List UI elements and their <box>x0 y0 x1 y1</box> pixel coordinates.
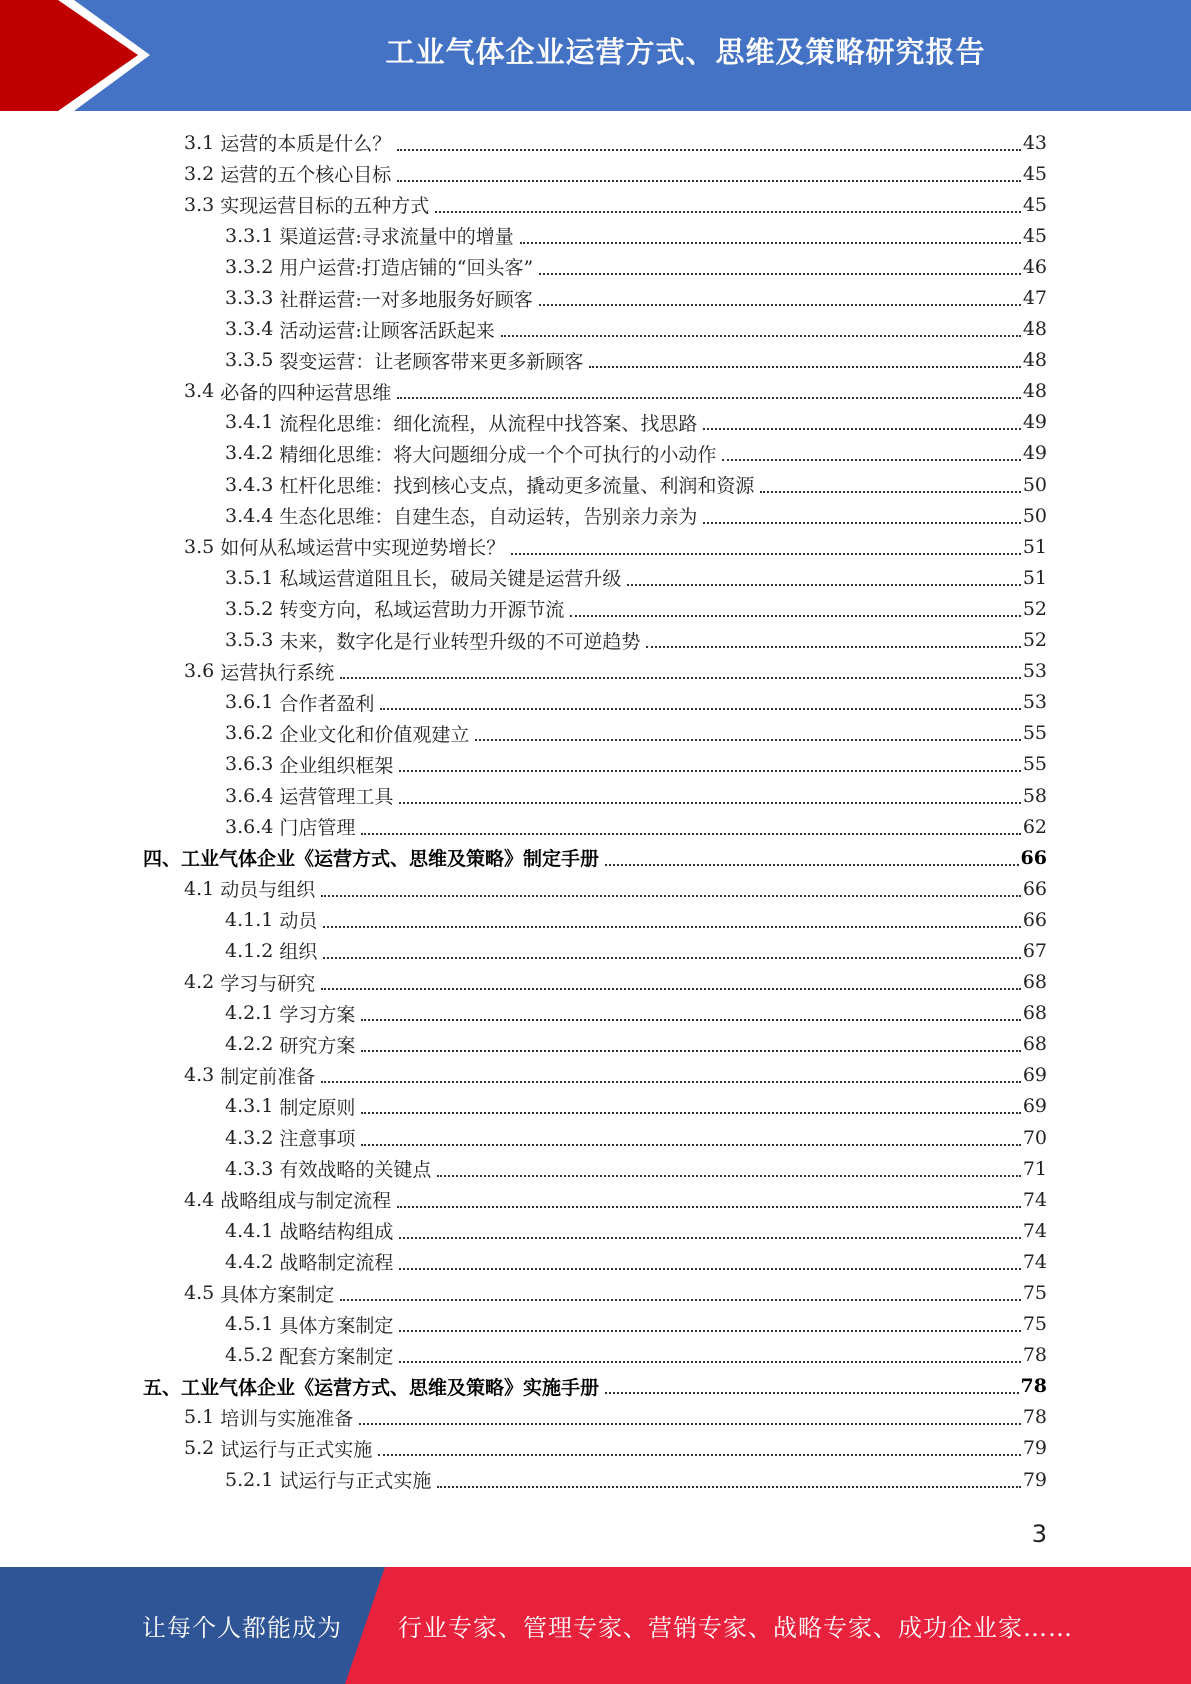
toc-entry[interactable] <box>0 1309 1191 1340</box>
toc-entry-title: 动员 <box>279 910 318 933</box>
toc-entry-page: 79 <box>1022 1468 1047 1491</box>
toc-entry-title: 社群运营:一对多地服务好顾客 <box>279 288 533 311</box>
toc-entry-number: 5.1 <box>184 1406 215 1429</box>
toc-entry[interactable] <box>0 469 1191 500</box>
toc-entry-page: 51 <box>1022 535 1047 558</box>
toc-entry[interactable] <box>0 625 1191 656</box>
toc-entry-title: 战略结构组成 <box>279 1221 394 1244</box>
toc-dot-leader <box>399 1330 1020 1332</box>
toc-entry[interactable] <box>0 935 1191 966</box>
toc-dot-leader <box>397 180 1021 182</box>
toc-entry[interactable] <box>0 251 1191 282</box>
toc-entry-number: 3.3.2 <box>225 255 274 278</box>
toc-entry-title: 运营的本质是什么？ <box>220 133 392 156</box>
toc-entry-page: 45 <box>1022 224 1047 247</box>
toc-dot-leader <box>435 211 1021 213</box>
toc-dot-leader <box>437 1486 1020 1488</box>
toc-entry-page: 49 <box>1022 411 1047 434</box>
toc-entry-number: 4.4.1 <box>225 1219 274 1242</box>
toc-entry-page: 68 <box>1022 1033 1047 1056</box>
toc-entry-title: 必备的四种运营思维 <box>220 381 392 404</box>
toc-entry[interactable] <box>0 967 1191 998</box>
toc-entry-title: 注意事项 <box>279 1128 356 1151</box>
toc-dot-leader <box>722 459 1020 461</box>
toc-dot-leader <box>340 1299 1021 1301</box>
toc-entry[interactable] <box>0 1246 1191 1277</box>
toc-entry-number: 3.5.1 <box>225 566 274 589</box>
toc-dot-leader <box>539 273 1021 275</box>
toc-entry-title: 制定前准备 <box>220 1065 316 1088</box>
toc-dot-leader <box>361 1112 1020 1114</box>
toc-entry-number: 4.5.2 <box>225 1344 274 1367</box>
toc-dot-leader <box>397 397 1021 399</box>
toc-entry-page: 43 <box>1022 131 1047 154</box>
toc-dot-leader <box>399 1361 1020 1363</box>
toc-entry-title: 四、工业气体企业《运营方式、思维及策略》制定手册 <box>143 848 600 871</box>
toc-entry-title: 合作者盈利 <box>279 692 375 715</box>
toc-entry-number: 4.1.2 <box>225 939 274 962</box>
toc-entry-number: 4.2 <box>184 971 215 994</box>
footer-band <box>0 1567 1191 1684</box>
toc-entry-number: 5.2.1 <box>225 1468 274 1491</box>
toc-entry-number: 4.3.1 <box>225 1095 274 1118</box>
toc-entry-page: 46 <box>1022 255 1047 278</box>
toc-dot-leader <box>475 739 1020 741</box>
toc-entry[interactable] <box>0 220 1191 251</box>
toc-dot-leader <box>323 926 1020 928</box>
toc-dot-leader <box>361 1144 1020 1146</box>
toc-entry[interactable] <box>0 345 1191 376</box>
toc-entry[interactable] <box>0 189 1191 220</box>
page-number: 3 <box>1031 1520 1047 1548</box>
toc-dot-leader <box>646 646 1020 648</box>
toc-entry-page: 47 <box>1022 287 1047 310</box>
table-of-contents <box>0 127 1191 1495</box>
toc-entry-page: 53 <box>1022 691 1047 714</box>
toc-entry-page: 49 <box>1022 442 1047 465</box>
toc-entry-number: 3.4.1 <box>225 411 274 434</box>
toc-entry[interactable] <box>0 1215 1191 1246</box>
toc-entry-title: 试运行与正式实施 <box>220 1438 373 1461</box>
toc-dot-leader <box>399 802 1020 804</box>
toc-entry[interactable] <box>0 749 1191 780</box>
toc-dot-leader <box>703 428 1020 430</box>
toc-entry-title: 培训与实施准备 <box>220 1407 354 1430</box>
toc-entry-page: 55 <box>1022 753 1047 776</box>
toc-entry-title: 渠道运营:寻求流量中的增量 <box>279 226 514 249</box>
toc-entry[interactable] <box>0 1060 1191 1091</box>
toc-entry[interactable] <box>0 998 1191 1029</box>
toc-entry-number: 3.6.3 <box>225 753 274 776</box>
toc-entry-title: 动员与组织 <box>220 879 316 902</box>
toc-dot-leader <box>399 770 1020 772</box>
toc-entry[interactable] <box>0 904 1191 935</box>
toc-entry-page: 78 <box>1022 1344 1047 1367</box>
toc-entry-number: 4.5 <box>184 1282 215 1305</box>
toc-entry-page: 69 <box>1022 1095 1047 1118</box>
toc-dot-leader <box>437 1175 1020 1177</box>
toc-entry-title: 五、工业气体企业《运营方式、思维及策略》实施手册 <box>143 1376 600 1399</box>
toc-entry-page: 69 <box>1022 1064 1047 1087</box>
toc-dot-leader <box>605 864 1019 866</box>
toc-entry-page: 48 <box>1022 380 1047 403</box>
toc-entry[interactable] <box>0 1277 1191 1308</box>
toc-entry[interactable] <box>0 1340 1191 1371</box>
toc-entry-number: 3.6 <box>184 660 215 683</box>
toc-dot-leader <box>361 833 1020 835</box>
toc-entry-title: 运营执行系统 <box>220 661 335 684</box>
toc-entry[interactable] <box>0 1402 1191 1433</box>
toc-entry-page: 79 <box>1022 1437 1047 1460</box>
toc-dot-leader <box>397 1206 1021 1208</box>
toc-entry-title: 有效战略的关键点 <box>279 1159 432 1182</box>
toc-entry-page: 67 <box>1022 939 1047 962</box>
toc-entry[interactable] <box>0 158 1191 189</box>
toc-entry[interactable] <box>0 811 1191 842</box>
toc-entry[interactable] <box>0 1433 1191 1464</box>
toc-entry-number: 3.3.4 <box>225 318 274 341</box>
toc-dot-leader <box>361 1019 1020 1021</box>
toc-entry-number: 4.2.2 <box>225 1033 274 1056</box>
toc-entry-page: 52 <box>1022 597 1047 620</box>
toc-entry-page: 55 <box>1022 722 1047 745</box>
toc-dot-leader <box>570 615 1020 617</box>
toc-entry-number: 3.4 <box>184 380 215 403</box>
header-band <box>0 0 1191 111</box>
toc-entry-title: 制定原则 <box>279 1096 356 1119</box>
toc-dot-leader <box>589 366 1020 368</box>
toc-entry-page: 66 <box>1022 908 1047 931</box>
page-header-title: 工业气体企业运营方式、思维及策略研究报告 <box>385 34 986 69</box>
toc-dot-leader <box>399 1237 1020 1239</box>
toc-dot-leader <box>539 304 1021 306</box>
toc-entry-page: 68 <box>1022 1002 1047 1025</box>
toc-dot-leader <box>760 491 1020 493</box>
toc-entry-page: 74 <box>1022 1250 1047 1273</box>
toc-entry[interactable] <box>0 127 1191 158</box>
toc-entry-number: 3.1 <box>184 131 215 154</box>
toc-entry[interactable] <box>0 562 1191 593</box>
toc-entry[interactable] <box>0 282 1191 313</box>
toc-entry-number: 3.6.4 <box>225 815 274 838</box>
toc-entry[interactable] <box>0 718 1191 749</box>
toc-entry-number: 4.3.3 <box>225 1157 274 1180</box>
toc-dot-leader <box>520 242 1021 244</box>
toc-entry-number: 4.1.1 <box>225 908 274 931</box>
toc-entry-page: 48 <box>1022 349 1047 372</box>
toc-entry-title: 流程化思维：细化流程，从流程中找答案、找思路 <box>279 412 698 435</box>
toc-entry-title: 精细化思维：将大问题细分成一个个可执行的小动作 <box>279 443 717 466</box>
toc-entry-title: 活动运营:让顾客活跃起来 <box>279 319 495 342</box>
footer-slogan-right: 行业专家、管理专家、营销专家、战略专家、成功企业家…… <box>398 1614 1073 1642</box>
toc-entry-number: 4.4.2 <box>225 1250 274 1273</box>
toc-entry-number: 4.4 <box>184 1188 215 1211</box>
toc-entry-page: 45 <box>1022 193 1047 216</box>
toc-entry-page: 74 <box>1022 1219 1047 1242</box>
toc-dot-leader <box>703 522 1020 524</box>
toc-entry-number: 3.6.2 <box>225 722 274 745</box>
toc-entry-title: 运营管理工具 <box>279 786 394 809</box>
toc-entry-title: 组织 <box>279 941 318 964</box>
toc-entry-number: 3.3.3 <box>225 287 274 310</box>
toc-entry-number: 3.6.4 <box>225 784 274 807</box>
toc-entry-page: 71 <box>1022 1157 1047 1180</box>
toc-entry-page: 62 <box>1022 815 1047 838</box>
toc-entry[interactable] <box>0 407 1191 438</box>
toc-entry-title: 战略组成与制定流程 <box>220 1190 392 1213</box>
toc-dot-leader <box>397 149 1021 151</box>
toc-dot-leader <box>501 335 1021 337</box>
toc-entry[interactable] <box>0 842 1191 873</box>
toc-entry-title: 具体方案制定 <box>279 1314 394 1337</box>
toc-entry-title: 裂变运营：让老顾客带来更多新顾客 <box>279 350 584 373</box>
toc-dot-leader <box>321 988 1021 990</box>
toc-entry[interactable] <box>0 1029 1191 1060</box>
toc-entry[interactable] <box>0 1464 1191 1495</box>
toc-dot-leader <box>380 708 1020 710</box>
toc-entry[interactable] <box>0 593 1191 624</box>
toc-dot-leader <box>399 1268 1020 1270</box>
toc-entry-title: 私域运营道阻且长，破局关键是运营升级 <box>279 568 622 591</box>
toc-entry-page: 78 <box>1020 1375 1047 1398</box>
toc-entry[interactable] <box>0 376 1191 407</box>
toc-entry-number: 3.5.2 <box>225 597 274 620</box>
toc-entry[interactable] <box>0 1122 1191 1153</box>
toc-entry-page: 68 <box>1022 971 1047 994</box>
toc-entry-number: 4.1 <box>184 877 215 900</box>
toc-entry-title: 学习与研究 <box>220 972 316 995</box>
toc-entry-title: 如何从私域运营中实现逆势增长？ <box>220 537 506 560</box>
toc-entry-title: 战略制定流程 <box>279 1252 394 1275</box>
toc-entry-number: 3.5 <box>184 535 215 558</box>
toc-entry-title: 试运行与正式实施 <box>279 1470 432 1493</box>
toc-entry[interactable] <box>0 314 1191 345</box>
toc-entry-number: 3.3.5 <box>225 349 274 372</box>
toc-entry-page: 70 <box>1022 1126 1047 1149</box>
toc-entry-page: 52 <box>1022 629 1047 652</box>
toc-dot-leader <box>359 1423 1021 1425</box>
toc-entry-number: 3.4.3 <box>225 473 274 496</box>
toc-dot-leader <box>321 895 1021 897</box>
toc-entry-title: 未来，数字化是行业转型升级的不可逆趋势 <box>279 630 641 653</box>
toc-entry-number: 3.4.2 <box>225 442 274 465</box>
toc-entry-title: 具体方案制定 <box>220 1283 335 1306</box>
toc-entry-page: 75 <box>1022 1313 1047 1336</box>
toc-entry-title: 研究方案 <box>279 1034 356 1057</box>
toc-dot-leader <box>627 584 1020 586</box>
toc-entry-page: 66 <box>1022 877 1047 900</box>
toc-entry-title: 生态化思维：自建生态，自动运转，告别亲力亲为 <box>279 506 698 529</box>
toc-entry[interactable] <box>0 1091 1191 1122</box>
toc-entry-number: 5.2 <box>184 1437 215 1460</box>
toc-entry-title: 企业文化和价值观建立 <box>279 723 470 746</box>
toc-entry[interactable] <box>0 656 1191 687</box>
toc-entry[interactable] <box>0 1184 1191 1215</box>
toc-entry-title: 用户运营:打造店铺的“回头客” <box>279 257 534 280</box>
toc-entry-page: 58 <box>1022 784 1047 807</box>
toc-entry-page: 75 <box>1022 1282 1047 1305</box>
toc-entry-page: 48 <box>1022 318 1047 341</box>
toc-entry-number: 3.5.3 <box>225 629 274 652</box>
toc-entry-number: 4.2.1 <box>225 1002 274 1025</box>
toc-entry-page: 74 <box>1022 1188 1047 1211</box>
toc-dot-leader <box>321 1081 1021 1083</box>
toc-entry[interactable] <box>0 687 1191 718</box>
toc-entry[interactable] <box>0 438 1191 469</box>
toc-entry-title: 转变方向，私域运营助力开源节流 <box>279 599 565 622</box>
toc-entry-title: 企业组织框架 <box>279 754 394 777</box>
toc-entry-title: 门店管理 <box>279 817 356 840</box>
toc-entry-number: 3.4.4 <box>225 504 274 527</box>
toc-entry-title: 配套方案制定 <box>279 1345 394 1368</box>
toc-dot-leader <box>361 1050 1020 1052</box>
toc-entry-title: 杠杆化思维：找到核心支点，撬动更多流量、利润和资源 <box>279 475 755 498</box>
toc-entry-page: 51 <box>1022 566 1047 589</box>
toc-entry-number: 4.3.2 <box>225 1126 274 1149</box>
toc-entry-page: 66 <box>1020 846 1047 869</box>
toc-entry-number: 3.3 <box>184 193 215 216</box>
toc-entry[interactable] <box>0 531 1191 562</box>
toc-dot-leader <box>340 677 1021 679</box>
toc-entry-title: 实现运营目标的五种方式 <box>220 195 430 218</box>
toc-entry-number: 3.2 <box>184 162 215 185</box>
toc-entry[interactable] <box>0 1371 1191 1402</box>
toc-entry[interactable] <box>0 1153 1191 1184</box>
toc-entry-title: 运营的五个核心目标 <box>220 164 392 187</box>
footer-slogan-left: 让每个人都能成为 <box>142 1614 342 1642</box>
toc-entry[interactable] <box>0 873 1191 904</box>
toc-entry-number: 3.6.1 <box>225 691 274 714</box>
toc-dot-leader <box>511 553 1021 555</box>
toc-entry-page: 78 <box>1022 1406 1047 1429</box>
toc-entry-page: 50 <box>1022 473 1047 496</box>
toc-entry-number: 4.3 <box>184 1064 215 1087</box>
toc-entry-title: 学习方案 <box>279 1003 356 1026</box>
toc-entry-page: 53 <box>1022 660 1047 683</box>
toc-entry-number: 3.3.1 <box>225 224 274 247</box>
toc-entry-number: 4.5.1 <box>225 1313 274 1336</box>
toc-entry[interactable] <box>0 780 1191 811</box>
toc-dot-leader <box>605 1392 1019 1394</box>
toc-entry-page: 45 <box>1022 162 1047 185</box>
toc-entry-page: 50 <box>1022 504 1047 527</box>
toc-dot-leader <box>378 1454 1021 1456</box>
toc-dot-leader <box>323 957 1020 959</box>
toc-entry[interactable] <box>0 500 1191 531</box>
